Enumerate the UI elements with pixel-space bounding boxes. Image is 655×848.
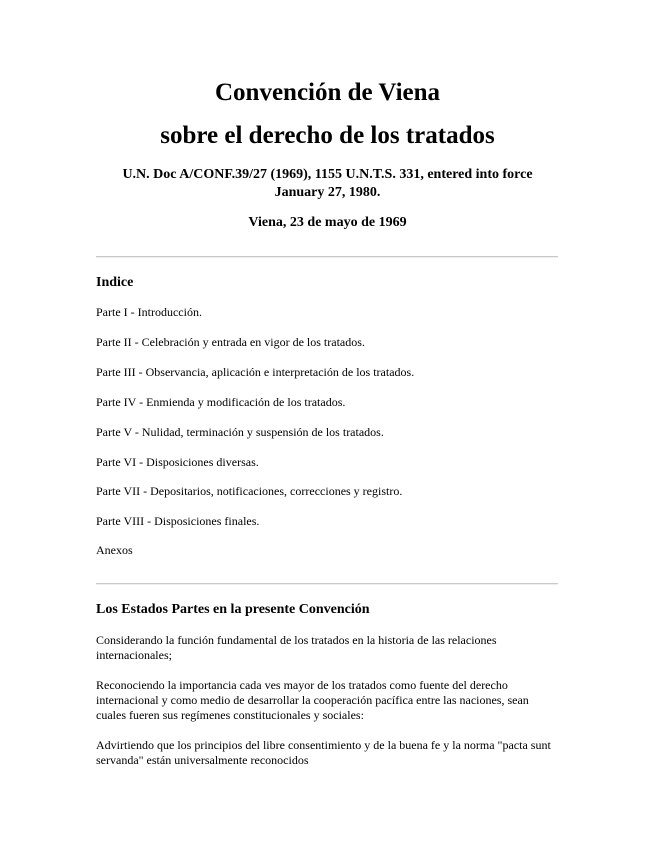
preamble-paragraph: Considerando la función fundamental de los tratados en la historia de las relaciones internacionales; (96, 633, 497, 662)
document-title-line-2: sobre el derecho de los tratados (160, 122, 495, 149)
preamble-paragraph: Reconociendo la importancia cada ves mayor de los tratados como fuente del derecho internacional y como medio de desarrollar la cooperación pacífica entre las naciones, sean cuales fueren sus regímenes constitucionales y sociales: (96, 678, 529, 722)
index-item-parte-6[interactable]: Parte VI - Disposiciones diversas. (96, 455, 259, 469)
index-item-parte-1[interactable]: Parte I - Introducción. (96, 305, 202, 319)
index-item-parte-2[interactable]: Parte II - Celebración y entrada en vigor de los tratados. (96, 335, 365, 349)
preamble-paragraph: Advirtiendo que los principios del libre consentimiento y de la buena fe y la norma "pacta sunt servanda" están universalmente reconocidos (96, 738, 551, 767)
index-heading: Indice (96, 275, 134, 290)
index-item-parte-8[interactable]: Parte VIII - Disposiciones finales. (96, 514, 260, 528)
document-date: Viena, 23 de mayo de 1969 (248, 215, 407, 230)
index-item-parte-3[interactable]: Parte III - Observancia, aplicación e interpretación de los tratados. (96, 365, 415, 379)
preamble-heading: Los Estados Partes en la presente Convención (96, 602, 370, 617)
document-citation: U.N. Doc A/CONF.39/27 (1969), 1155 U.N.T.S. 331, entered into force January 27, 1980. (122, 167, 533, 200)
section-divider (96, 256, 558, 258)
index-item-parte-4[interactable]: Parte IV - Enmienda y modificación de los tratados. (96, 395, 346, 409)
index-item-parte-5[interactable]: Parte V - Nulidad, terminación y suspensión de los tratados. (96, 425, 384, 439)
index-item-parte-7[interactable]: Parte VII - Depositarios, notificaciones, correcciones y registro. (96, 484, 403, 498)
section-divider (96, 583, 558, 585)
index-item-anexos[interactable]: Anexos (96, 543, 133, 557)
document-title-line-1: Convención de Viena (214, 79, 441, 106)
